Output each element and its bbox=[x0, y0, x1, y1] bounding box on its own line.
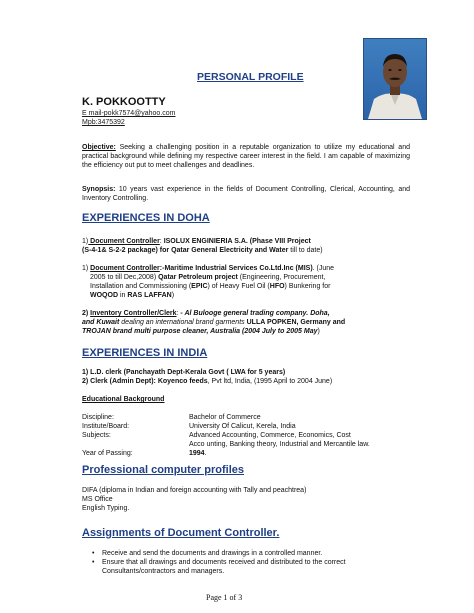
synopsis-label: Synopsis: bbox=[82, 186, 116, 193]
hfo-abbrev: HFO bbox=[269, 283, 285, 290]
edu-value: Bachelor of Commerce bbox=[189, 414, 261, 421]
edu-key: Institute/Board: bbox=[82, 423, 130, 430]
job-role: Document Controller bbox=[90, 265, 160, 272]
job-dates: till to date) bbox=[288, 247, 323, 254]
computer-list bbox=[82, 486, 412, 513]
job-title: 2) Clerk (Admin Dept): Koyenco feeds bbox=[82, 378, 208, 385]
close-paren: ) bbox=[171, 292, 175, 299]
edu-key: Year of Passing: bbox=[82, 450, 133, 457]
edu-value-tail: . bbox=[204, 450, 207, 457]
job-brands-cont: TROJAN brand multi purpose cleaner, Australia bbox=[82, 328, 241, 335]
india-heading: EXPERIENCES IN INDIA bbox=[82, 347, 208, 359]
list-item bbox=[92, 549, 412, 558]
computer-line: MS Office bbox=[82, 496, 113, 503]
person-name: K. POKKOOTTY bbox=[82, 96, 166, 108]
job-scope: (Engineering, Procurement, bbox=[237, 274, 326, 281]
computer-line: DIFA (diploma in Indian and foreign accounting with Tally and peachtrea) bbox=[82, 487, 307, 494]
job-company: :-Maritime Industrial Services Co.Ltd.Inc (MIS) bbox=[159, 265, 313, 272]
job-dates-cont: 2005 to till Dec,2008) bbox=[90, 274, 159, 281]
location-name: RAS LAFFAN bbox=[127, 292, 172, 299]
education-table bbox=[82, 413, 412, 458]
assignments-list bbox=[92, 549, 412, 576]
email-text: E mail-pokk7574@yahoo.com bbox=[82, 110, 176, 117]
list-item bbox=[92, 567, 412, 576]
profile-photo bbox=[363, 38, 427, 120]
doha-job-1 bbox=[82, 237, 410, 255]
job-brands: ULLA POPKEN, Germany and bbox=[246, 319, 346, 326]
doha-job-2 bbox=[82, 264, 410, 300]
job-client: Qatar Petroleum project bbox=[158, 274, 238, 281]
job-company-cont: and Kuwait bbox=[82, 319, 120, 326]
job-dates: . (June bbox=[312, 265, 335, 272]
job-company-cont: (S-4-1& S-2-2 package) for Qatar General Electricity and Water bbox=[82, 247, 289, 254]
list-item-text: Receive and send the documents and drawings in a controlled manner. bbox=[102, 550, 323, 557]
edu-value: Advanced Accounting, Commerce, Economics, Cost bbox=[189, 432, 351, 439]
bullet-icon: • bbox=[92, 550, 95, 557]
education-row bbox=[82, 413, 412, 422]
education-row bbox=[82, 431, 412, 440]
job-scope-cont: Installation and Commissioning ( bbox=[90, 283, 192, 290]
job-description: dealing an international brand garments bbox=[119, 319, 247, 326]
woqod-name: WOQOD bbox=[90, 292, 118, 299]
education-row bbox=[82, 440, 412, 449]
epic-abbrev: EPIC bbox=[191, 283, 208, 290]
close-paren: ) bbox=[317, 328, 320, 335]
education-row bbox=[82, 449, 412, 458]
job-scope-cont: ) Bunkering for bbox=[284, 283, 331, 290]
objective-paragraph bbox=[82, 143, 410, 170]
list-item-text: Consultants/contractors and managers. bbox=[102, 568, 225, 575]
computer-line: English Typing. bbox=[82, 505, 130, 512]
edu-key: Discipline: bbox=[82, 414, 114, 421]
job-dates: (2004 July to 2005 May bbox=[240, 328, 318, 335]
job-scope-cont: ) of Heavy Fuel Oil ( bbox=[207, 283, 270, 290]
synopsis-paragraph bbox=[82, 185, 410, 203]
edu-value: University Of Calicut, Kerela, India bbox=[189, 423, 296, 430]
doha-heading: EXPERIENCES IN DOHA bbox=[82, 212, 210, 224]
edu-value: Acco unting, Banking theory, Industrial and Mercantile law. bbox=[189, 441, 370, 448]
synopsis-text: 10 years vast experience in the fields of Document Controlling, Clerical, Accounting, and Inventory Controlling. bbox=[82, 186, 410, 202]
computer-heading: Professional computer profiles bbox=[82, 464, 244, 476]
objective-text: Seeking a challenging position in a reputable organization to utilize my educational and practical background while defining my respective career interest in the field. I am capable of maximizing the efficiency out put to meet challenges and deadlines. bbox=[82, 144, 410, 169]
list-item-text: Ensure that all drawings and documents received and distributed to the correct bbox=[102, 559, 346, 566]
india-job-1: 1) L.D. clerk (Panchayath Dept-Kerala Govt ( LWA for 5 years) bbox=[82, 369, 286, 376]
job-number: 2) bbox=[82, 310, 91, 317]
education-heading: Educational Background bbox=[82, 396, 165, 403]
job-separator: : bbox=[159, 238, 164, 245]
doha-job-3 bbox=[82, 309, 410, 336]
education-row bbox=[82, 422, 412, 431]
edu-value: 1994 bbox=[189, 450, 205, 457]
list-item bbox=[92, 558, 412, 567]
edu-key: Subjects: bbox=[82, 432, 111, 439]
bullet-icon: • bbox=[92, 559, 95, 566]
job-role: Inventory Controller/Clerk bbox=[90, 310, 177, 317]
job-number: 1) bbox=[82, 265, 91, 272]
objective-label: Objective: bbox=[82, 144, 116, 151]
job-company: - Al Bulooge general trading company. Doha, bbox=[180, 310, 330, 317]
phone-text: Mpb:3475392 bbox=[82, 119, 125, 126]
assignments-heading: Assignments of Document Controller. bbox=[82, 527, 280, 539]
job-separator: : bbox=[176, 310, 181, 317]
job-company: ISOLUX ENGINIERIA S.A. (Phase VIII Project bbox=[163, 238, 311, 245]
job-role: Document Controller bbox=[88, 238, 160, 245]
page-title: PERSONAL PROFILE bbox=[197, 71, 304, 83]
job-details: , Pvt ltd, India, (1995 April to 2004 June) bbox=[207, 378, 333, 385]
job-scope-cont: in bbox=[118, 292, 128, 299]
india-job-2 bbox=[82, 377, 332, 386]
job-number: 1) bbox=[82, 238, 89, 245]
page-number: Page 1 of 3 bbox=[206, 593, 243, 602]
edu-key bbox=[82, 440, 189, 449]
